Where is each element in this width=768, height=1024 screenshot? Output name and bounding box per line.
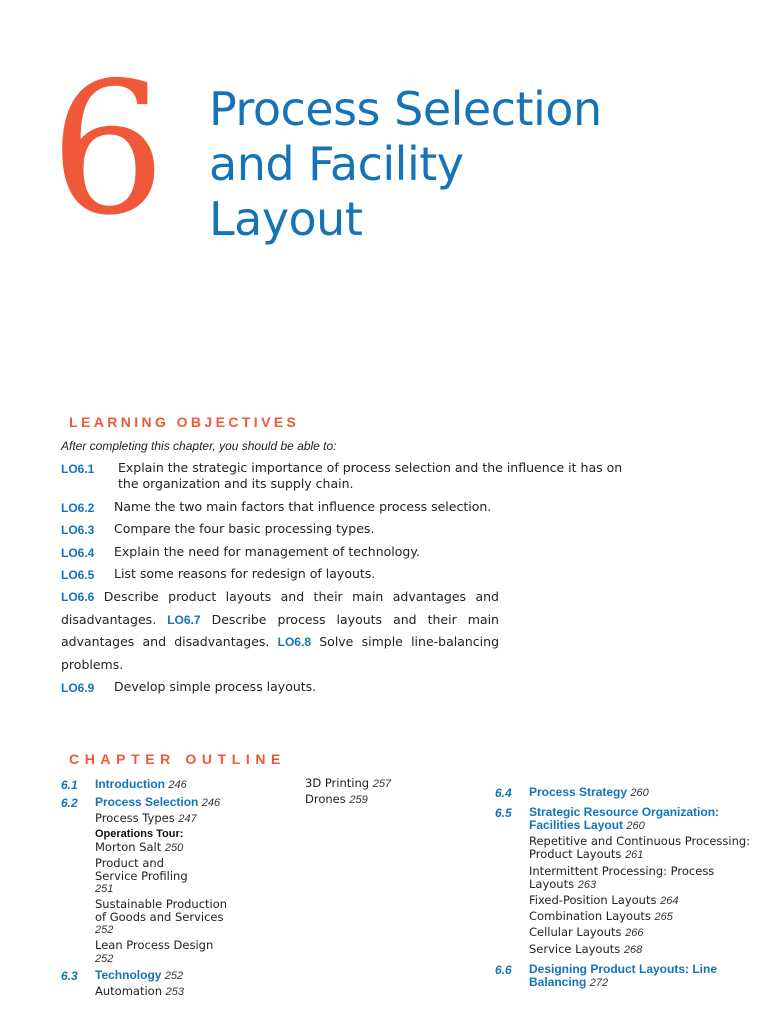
section-title: Introduction <box>95 777 165 791</box>
objective-code: LO6.8 <box>277 635 311 649</box>
outline-item-fixed-position-layouts[interactable] <box>529 894 678 908</box>
chapter-number: 6 <box>50 43 166 255</box>
learning-objective <box>61 679 641 695</box>
page-number: 251 <box>95 883 114 895</box>
page-number: 250 <box>164 842 184 854</box>
outline-section-introduction[interactable] <box>95 778 187 792</box>
page-number: 252 <box>95 952 114 965</box>
objective-code: LO6.7 <box>167 612 201 627</box>
page-number: 268 <box>623 944 643 956</box>
page-number: 246 <box>201 797 221 809</box>
outline-item-morton-salt[interactable] <box>95 841 183 855</box>
item-title: Combination Layouts <box>529 909 651 923</box>
item-title-line-2: Product Layouts <box>529 846 622 861</box>
outline-section-process-selection[interactable] <box>95 796 220 810</box>
learning-objectives-heading: LEARNING OBJECTIVES <box>69 414 300 430</box>
chapter-outline-heading: CHAPTER OUTLINE <box>69 751 286 767</box>
page-number: 263 <box>577 878 597 891</box>
operations-tour-label: Operations Tour: <box>95 828 184 840</box>
objective-text: Develop simple process layouts. <box>114 679 317 694</box>
outline-section-technology[interactable] <box>95 969 183 983</box>
item-title: Automation <box>95 984 162 998</box>
item-title: Service Layouts <box>529 942 621 956</box>
section-title: Process Selection <box>95 795 199 809</box>
page-number: 264 <box>660 895 679 907</box>
item-title: Cellular Layouts <box>529 925 622 939</box>
item-title-line-1: Product and <box>95 856 164 870</box>
learning-objective <box>61 521 641 537</box>
section-title-line-2: Balancing <box>529 975 587 989</box>
outline-section-process-strategy[interactable] <box>529 786 649 800</box>
section-number: 6.6 <box>495 963 512 977</box>
objective-text: Compare the four basic processing types. <box>114 521 375 536</box>
page-number: 260 <box>630 787 649 799</box>
outline-item-profiling[interactable] <box>95 857 188 896</box>
chapter-title-line-3: Layout <box>209 192 363 246</box>
section-title: Technology <box>95 968 162 982</box>
chapter-title <box>209 82 729 247</box>
learning-objective <box>61 460 641 492</box>
objective-text: Name the two main factors that influence process selection. <box>114 499 492 514</box>
item-title: Drones <box>305 792 346 806</box>
objective-code: LO6.5 <box>61 568 95 582</box>
item-title: 3D Printing <box>305 776 370 790</box>
item-title-line-1: Intermittent Processing: Process <box>529 864 715 878</box>
page-number: 261 <box>625 848 644 861</box>
outline-item-repetitive-processing[interactable] <box>529 835 750 861</box>
outline-item-intermittent-processing[interactable] <box>529 865 714 891</box>
item-title: Morton Salt <box>95 840 162 854</box>
outline-item-combination-layouts[interactable] <box>529 910 673 924</box>
item-title-line-2: of Goods and Services <box>95 909 224 924</box>
objective-text: List some reasons for redesign of layouts. <box>114 566 376 581</box>
learning-objectives-intro: After completing this chapter, you should be able to: <box>61 439 337 453</box>
outline-item-service-layouts[interactable] <box>529 943 642 957</box>
section-title: Process Strategy <box>529 785 628 799</box>
section-title-line-2: Facilities Layout <box>529 818 624 832</box>
objective-code: LO6.9 <box>61 681 95 695</box>
page-number: 247 <box>178 813 197 825</box>
outline-item-lean-process-design[interactable] <box>95 939 213 965</box>
objective-code: LO6.2 <box>61 501 95 515</box>
learning-objective <box>61 544 641 560</box>
outline-item-sustainable-production[interactable] <box>95 898 227 937</box>
chapter-title-line-1: Process Selection <box>209 82 602 136</box>
outline-item-process-types[interactable] <box>95 812 197 826</box>
objective-text: Solve simple line-balancing problems. <box>61 634 499 672</box>
item-title-line-1: Sustainable Production <box>95 897 228 911</box>
section-title-line-1: Designing Product Layouts: Line <box>529 962 718 976</box>
objective-code: LO6.4 <box>61 546 95 560</box>
page-number: 253 <box>165 986 184 998</box>
outline-item-automation[interactable] <box>95 985 184 999</box>
section-number: 6.5 <box>495 806 512 820</box>
learning-objectives-paragraph <box>61 586 499 676</box>
objective-code: LO6.3 <box>61 523 95 537</box>
page-number: 252 <box>95 924 114 936</box>
outline-item-cellular-layouts[interactable] <box>529 926 644 940</box>
item-title: Lean Process Design <box>95 938 214 952</box>
item-title-line-1: Repetitive and Continuous Processing: <box>529 834 751 848</box>
objective-text: Explain the need for management of technology. <box>114 544 420 559</box>
page-number: 257 <box>372 778 392 790</box>
objective-code: LO6.6 <box>61 590 95 604</box>
objective-text: Describe process layouts and their main advantages and disadvantages. <box>61 611 499 649</box>
section-number: 6.3 <box>61 969 78 983</box>
outline-item-drones[interactable] <box>305 793 368 807</box>
page-number: 265 <box>654 911 673 923</box>
outline-section-line-balancing[interactable] <box>529 963 717 990</box>
learning-objective <box>61 499 641 515</box>
objective-text: Describe product layouts and their main advantages and disadvantages. <box>61 589 499 627</box>
section-number: 6.1 <box>61 778 78 792</box>
page-number: 272 <box>589 977 609 989</box>
item-title: Process Types <box>95 811 175 825</box>
page-number: 252 <box>164 970 184 982</box>
page-number: 260 <box>626 820 645 832</box>
page-number: 266 <box>625 927 644 939</box>
section-title-line-1: Strategic Resource Organization: <box>529 805 720 819</box>
learning-objective <box>61 566 641 582</box>
outline-section-facilities-layout[interactable] <box>529 806 719 833</box>
chapter-title-line-2: and Facility <box>209 137 464 191</box>
item-title: Fixed-Position Layouts <box>529 893 657 907</box>
objective-code: LO6.1 <box>61 462 95 476</box>
page-number: 259 <box>349 794 368 806</box>
item-title-line-2: Layouts <box>529 876 575 891</box>
objective-text: Explain the strategic importance of process selection and the influence it has on the organization and its supply chain. <box>118 460 623 491</box>
outline-item-3d-printing[interactable] <box>305 777 391 791</box>
section-number: 6.2 <box>61 796 78 810</box>
section-number: 6.4 <box>495 786 512 800</box>
item-title-line-2: Service Profiling <box>95 868 188 883</box>
page-number: 246 <box>168 779 187 791</box>
